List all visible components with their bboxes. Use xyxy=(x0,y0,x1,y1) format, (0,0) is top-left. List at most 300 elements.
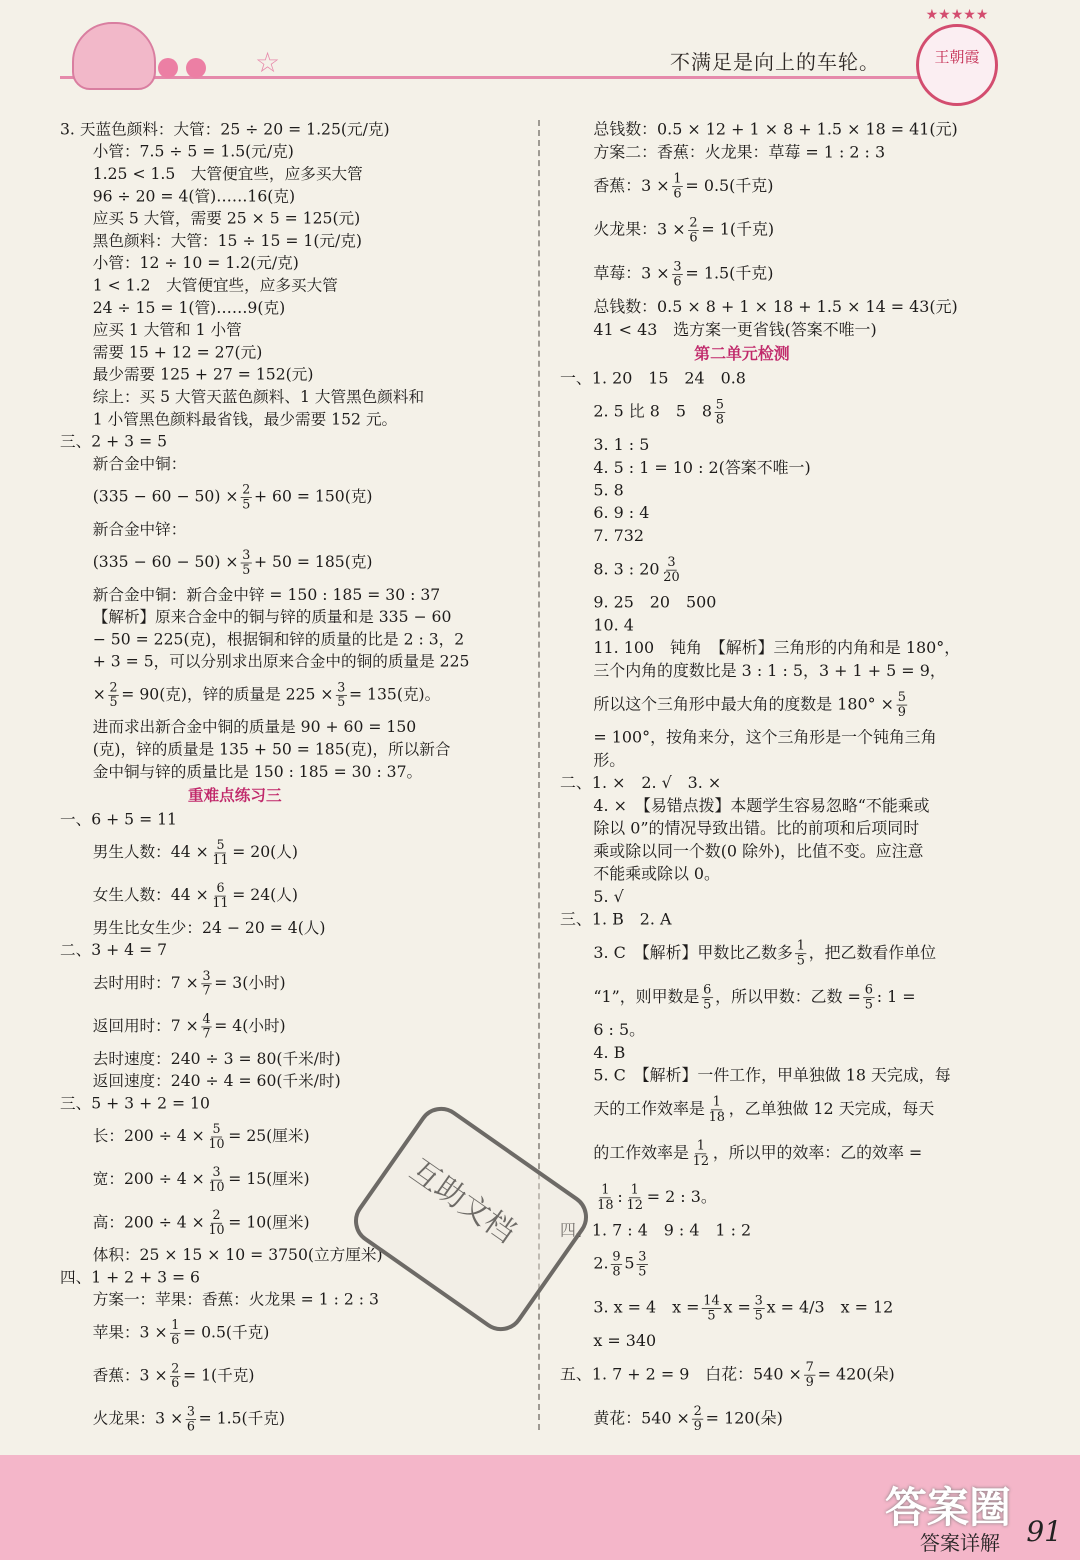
section-title: 第二单元检测 xyxy=(694,343,790,363)
right-column xyxy=(560,118,961,1440)
fraction-numerator: 3 xyxy=(638,1248,647,1265)
answer-text: 三个内角的度数比是 3 : 1 : 5，3 + 1 + 5 = 9， xyxy=(593,661,946,680)
answer-line xyxy=(60,760,423,782)
answer-line xyxy=(60,140,409,162)
answer-text: 新合金中锌： xyxy=(92,520,187,539)
answer-text: 7. 732 xyxy=(593,526,644,545)
answer-line xyxy=(60,716,417,738)
answer-text: 四、1 + 2 + 3 = 6 xyxy=(60,1268,201,1287)
answer-line xyxy=(560,1285,924,1329)
fraction xyxy=(170,1362,181,1391)
fraction-numerator: 3 xyxy=(754,1292,763,1309)
fraction-denominator: 6 xyxy=(673,274,682,290)
answer-text: 二、1. × 2. √ 3. × xyxy=(560,773,722,792)
fraction-denominator: 5 xyxy=(109,694,118,710)
fraction-denominator: 11 xyxy=(212,852,229,868)
answer-line xyxy=(560,1087,935,1131)
answer-line xyxy=(60,1311,409,1354)
answer-text: 高：200 ÷ 4 × xyxy=(92,1213,205,1232)
mascot-icon xyxy=(72,22,156,90)
fraction-denominator: 18 xyxy=(708,1109,725,1125)
corner-watermark: 答案圈 xyxy=(885,1483,1012,1532)
fraction xyxy=(702,1294,721,1324)
fraction-denominator: 5 xyxy=(754,1308,763,1324)
fraction-denominator: 9 xyxy=(693,1418,702,1434)
answer-line xyxy=(560,1064,951,1087)
fraction xyxy=(241,549,252,578)
fraction xyxy=(185,1405,196,1434)
answer-text: “1”，则甲数是 xyxy=(593,987,700,1006)
fraction xyxy=(108,681,119,710)
seal-stars-icon: ★★★★★ xyxy=(925,7,989,23)
answer-line xyxy=(60,185,409,207)
fraction-numerator: 7 xyxy=(805,1359,814,1375)
answer-text: 二、3 + 4 = 7 xyxy=(60,941,168,959)
fraction xyxy=(211,882,230,911)
answer-text: (335 − 60 − 50) × xyxy=(92,487,239,506)
fraction-numerator: 14 xyxy=(703,1292,720,1309)
answer-text: 体积：25 × 15 × 10 = 3750(立方厘米) xyxy=(92,1245,383,1264)
answer-line xyxy=(60,1354,409,1397)
answer-line xyxy=(60,830,409,873)
header-motto: 不满足是向上的车轮。 xyxy=(670,50,880,74)
fraction xyxy=(672,172,683,202)
answer-text: 长：200 ÷ 4 × xyxy=(92,1126,205,1145)
fraction-numerator: 6 xyxy=(703,982,712,998)
fraction-denominator: 5 xyxy=(242,562,251,578)
answer-text: 3. x = 4 x = xyxy=(593,1298,700,1317)
answer-text: 24 ÷ 15 = 1(管)……9(克) xyxy=(92,298,286,317)
answer-line xyxy=(60,1004,409,1047)
answer-text: 5 xyxy=(624,1254,635,1273)
answer-line xyxy=(560,207,924,251)
dot-icon xyxy=(158,58,178,78)
fraction-numerator: 1 xyxy=(712,1094,721,1110)
answer-line xyxy=(60,1047,409,1069)
answer-text: 除以 0”的情况导致出错。比的前项和后项同时 xyxy=(593,819,920,838)
answer-line xyxy=(560,524,924,547)
answer-line xyxy=(60,475,409,518)
answer-text: 不能乘或除以 0。 xyxy=(593,864,720,883)
fraction-numerator: 2 xyxy=(109,680,118,695)
fraction xyxy=(896,690,907,720)
answer-line xyxy=(560,840,924,863)
answer-text: 新合金中铜： xyxy=(92,454,187,473)
answer-line xyxy=(60,163,409,185)
answer-line xyxy=(560,1396,924,1440)
page-header xyxy=(0,0,1080,110)
answer-text: 9. 25 20 500 xyxy=(593,593,717,612)
fraction-denominator: 5 xyxy=(864,997,873,1013)
fraction xyxy=(207,1166,226,1195)
answer-line xyxy=(560,614,924,637)
answer-text: = 1(千克) xyxy=(701,220,775,239)
answer-line xyxy=(60,386,425,408)
answer-line xyxy=(60,207,409,229)
answer-line xyxy=(560,295,958,318)
answer-text: 3. 天蓝色颜料：大管：25 ÷ 20 = 1.25(元/克) xyxy=(60,120,390,139)
answer-line xyxy=(60,341,409,363)
answer-text: = 100°，按角来分，这个三角形是一个钝角三角 xyxy=(593,728,937,747)
answer-line xyxy=(60,1244,409,1266)
answer-text: x = 4/3 x = 12 xyxy=(766,1298,894,1317)
answer-line xyxy=(60,673,441,716)
answer-text: 的工作效率是 xyxy=(593,1143,689,1162)
answer-text: 综上：买 5 大管天蓝色颜料、1 大管黑色颜料和 xyxy=(92,387,425,406)
answer-text: ，把乙数看作单位 xyxy=(808,943,937,962)
answer-text: 小管：12 ÷ 10 = 1.2(元/克) xyxy=(92,254,299,272)
fraction xyxy=(863,983,874,1013)
answer-text: 6 : 5。 xyxy=(593,1020,646,1040)
answer-text: 方案一：苹果：香蕉：火龙果 = 1 : 2 : 3 xyxy=(92,1290,379,1309)
answer-line xyxy=(560,367,924,390)
fraction-numerator: 2 xyxy=(212,1208,221,1223)
fraction-numerator: 2 xyxy=(171,1361,180,1377)
answer-text: 去时速度：240 ÷ 3 = 80(千米/时) xyxy=(92,1049,341,1068)
answer-line xyxy=(560,1219,924,1242)
answer-text: 6. 9 : 4 xyxy=(593,503,650,523)
section-title: 重难点练习三 xyxy=(187,785,282,805)
answer-line xyxy=(60,540,409,583)
answer-line xyxy=(560,433,924,456)
answer-text: 所以这个三角形中最大角的度数是 180° × xyxy=(593,694,894,714)
fraction-numerator: 3 xyxy=(667,554,676,570)
answer-text: 三、2 + 3 = 5 xyxy=(60,432,168,451)
answer-text: 乘或除以同一个数(0 除外)，比值不变。应注意 xyxy=(593,841,924,861)
answer-line xyxy=(560,885,924,908)
fraction xyxy=(702,983,713,1013)
answer-text: = 135(克)。 xyxy=(349,685,441,704)
fraction-denominator: 6 xyxy=(171,1376,180,1391)
fraction-denominator: 20 xyxy=(663,569,680,585)
answer-line xyxy=(560,682,924,726)
fraction-numerator: 3 xyxy=(673,258,682,275)
answer-line xyxy=(560,1352,924,1396)
answer-line xyxy=(560,1041,924,1064)
answer-text: + 3 = 5，可以分别求出原来合金中的铜的质量是 225 xyxy=(92,652,470,671)
watermark-name: 互助文档 xyxy=(403,1152,522,1251)
answer-text: 男生比女生少：24 − 20 = 4(人) xyxy=(92,918,326,937)
fraction-denominator: 12 xyxy=(692,1153,710,1169)
fraction xyxy=(207,1209,226,1238)
answer-text: = 90(克)，锌的质量是 225 × xyxy=(121,685,334,704)
fraction-denominator: 6 xyxy=(171,1332,180,1348)
answer-line xyxy=(60,1092,409,1114)
answer-text: 方案二：香蕉：火龙果：草莓 = 1 : 2 : 3 xyxy=(593,143,886,162)
answer-text: 返回速度：240 ÷ 4 = 60(千米/时) xyxy=(92,1071,341,1090)
fraction-numerator: 1 xyxy=(630,1182,639,1198)
fraction xyxy=(804,1360,815,1390)
fraction-numerator: 1 xyxy=(601,1182,610,1198)
answer-text: 草莓：3 × xyxy=(593,264,670,283)
answer-line xyxy=(60,917,409,939)
answer-line xyxy=(560,726,937,749)
fraction-denominator: 10 xyxy=(208,1179,225,1195)
answer-line xyxy=(560,908,924,931)
answer-text: ，所以甲数：乙数 = xyxy=(715,987,861,1006)
answer-line xyxy=(60,252,409,274)
fraction-denominator: 8 xyxy=(612,1264,621,1280)
footer-label: 答案详解 xyxy=(920,1531,1000,1555)
fraction xyxy=(691,1139,710,1169)
answer-line xyxy=(60,939,409,961)
answer-text: + 50 = 185(克) xyxy=(253,552,373,571)
fraction-denominator: 6 xyxy=(689,230,698,246)
fraction-denominator: 18 xyxy=(597,1197,614,1213)
fraction-numerator: 3 xyxy=(202,968,211,984)
answer-text: 应买 1 大管和 1 小管 xyxy=(92,320,242,339)
fraction xyxy=(201,1012,212,1041)
answer-text: 41 < 43 选方案一更省钱(答案不唯一) xyxy=(593,320,877,339)
answer-text: : 1 = xyxy=(876,987,916,1006)
answer-text: = 25(厘米) xyxy=(228,1126,310,1145)
answer-text: 苹果：3 × xyxy=(92,1323,168,1342)
answer-text: 五、1. 7 + 2 = 9 白花：540 × xyxy=(560,1364,802,1384)
answer-line xyxy=(560,975,924,1019)
fraction-numerator: 1 xyxy=(696,1138,705,1154)
answer-text: 一、1. 20 15 24 0.8 xyxy=(560,368,746,388)
fraction xyxy=(211,838,230,867)
answer-text: 1.25 < 1.5 大管便宜些，应多买大管 xyxy=(92,164,363,183)
answer-line xyxy=(60,1397,409,1440)
answer-line xyxy=(560,1131,924,1175)
fraction-numerator: 9 xyxy=(612,1248,621,1265)
answer-text: 形。 xyxy=(593,750,626,770)
answer-text: 火龙果：3 × xyxy=(92,1409,184,1428)
fraction-denominator: 6 xyxy=(186,1419,195,1435)
fraction-numerator: 5 xyxy=(216,837,225,853)
answer-line xyxy=(560,318,924,341)
answer-line xyxy=(560,794,930,817)
fraction xyxy=(637,1250,648,1280)
fraction-numerator: 3 xyxy=(186,1404,195,1420)
answer-line xyxy=(60,363,409,385)
answer-text: 2. 5 比 8 5 8 xyxy=(593,402,712,421)
fraction-denominator: 12 xyxy=(626,1197,643,1213)
answer-line xyxy=(60,961,409,1004)
answer-line xyxy=(60,583,441,605)
answer-line xyxy=(60,274,409,296)
answer-line xyxy=(560,636,961,659)
answer-text: 宽：200 ÷ 4 × xyxy=(92,1170,205,1188)
fraction-denominator: 5 xyxy=(337,694,346,710)
answer-line xyxy=(560,389,924,433)
answer-text: 10. 4 xyxy=(593,616,634,635)
answer-text: 去时用时：7 × xyxy=(92,973,199,992)
answer-line xyxy=(560,1329,924,1352)
answer-text: = 3(小时) xyxy=(214,973,286,992)
answer-text: (克)，锌的质量是 135 + 50 = 185(克)，所以新合 xyxy=(92,740,451,759)
answer-text: = 420(朵) xyxy=(817,1364,895,1384)
answer-text: 4. 5 : 1 = 10 : 2(答案不唯一) xyxy=(593,458,811,477)
fraction xyxy=(201,969,212,998)
answer-line xyxy=(60,1157,409,1200)
seal-text: 王朝霞 xyxy=(934,48,980,66)
answer-text: = 1.5(千克) xyxy=(198,1409,285,1428)
fraction xyxy=(662,555,681,585)
fraction-denominator: 5 xyxy=(703,997,712,1013)
fraction-denominator: 7 xyxy=(202,983,211,999)
answer-text: = 1.5(千克) xyxy=(685,264,774,283)
fraction xyxy=(672,260,683,290)
answer-text: 3. 1 : 5 xyxy=(593,435,650,454)
answer-text: 4. × 【易错点拨】本题学生容易忽略“不能乘或 xyxy=(593,796,930,815)
fraction-numerator: 5 xyxy=(897,689,906,705)
answer-text: 4. B xyxy=(593,1043,626,1062)
answer-line xyxy=(60,1266,409,1288)
fraction-denominator: 5 xyxy=(638,1264,647,1280)
answer-line xyxy=(560,1019,924,1042)
answer-text: 最少需要 125 + 27 = 152(元) xyxy=(92,365,314,384)
answer-text: = 1(千克) xyxy=(183,1366,255,1385)
answer-text: = 4(小时) xyxy=(214,1016,286,1035)
fraction xyxy=(692,1404,703,1434)
fraction-numerator: 5 xyxy=(212,1121,221,1137)
answer-line xyxy=(560,817,924,840)
answer-text: 需要 15 + 12 = 27(元) xyxy=(92,343,263,362)
fraction xyxy=(625,1183,644,1213)
answer-text: 金中铜与锌的质量比是 150 : 185 = 30 : 37。 xyxy=(92,762,423,781)
answer-text: = 10(厘米) xyxy=(228,1213,310,1232)
answer-line xyxy=(60,453,409,475)
answer-text: = 20(人) xyxy=(232,842,298,861)
answer-text: 1 小管黑色颜料最省钱，最少需要 152 元。 xyxy=(92,410,398,429)
answer-text: 3. C 【解析】甲数比乙数多 xyxy=(593,943,793,962)
answer-text: 天的工作效率是 xyxy=(593,1099,705,1118)
answer-line xyxy=(60,650,470,672)
answer-text: 女生人数：44 × xyxy=(92,886,209,904)
fraction-numerator: 2 xyxy=(693,1403,702,1419)
answer-line xyxy=(560,862,924,885)
answer-line xyxy=(60,1070,409,1092)
answer-line xyxy=(560,1175,924,1219)
answer-text: 总钱数：0.5 × 12 + 1 × 8 + 1.5 × 18 = 41(元) xyxy=(593,120,958,139)
answer-text: = 15(厘米) xyxy=(228,1170,310,1188)
answer-text: 男生人数：44 × xyxy=(92,842,209,861)
fraction-numerator: 2 xyxy=(689,215,698,231)
fraction-denominator: 5 xyxy=(707,1308,716,1324)
fraction-denominator: 6 xyxy=(673,186,682,202)
fraction-numerator: 3 xyxy=(242,547,251,563)
answer-line xyxy=(560,456,924,479)
fraction xyxy=(596,1183,615,1213)
fraction-numerator: 1 xyxy=(796,938,805,954)
answer-line xyxy=(560,591,924,614)
answer-text: 香蕉：3 × xyxy=(92,1366,168,1385)
answer-text: 2. xyxy=(593,1254,609,1273)
answer-text: 小管：7.5 ÷ 5 = 1.5(元/克) xyxy=(92,142,294,161)
answer-text: 5. C 【解析】一件工作，甲单独做 18 天完成，每 xyxy=(593,1066,951,1085)
answer-line xyxy=(560,931,937,975)
answer-line xyxy=(560,479,924,502)
answer-line xyxy=(60,628,465,650)
fraction-denominator: 7 xyxy=(202,1026,211,1042)
answer-text: = 0.5(千克) xyxy=(685,176,774,195)
answer-line xyxy=(560,771,924,794)
answer-line xyxy=(560,251,924,295)
fraction-numerator: 3 xyxy=(212,1164,221,1180)
answer-line xyxy=(560,1241,924,1285)
answer-line xyxy=(560,502,924,525)
answer-text: 5. 8 xyxy=(593,481,624,500)
answer-line xyxy=(60,1114,409,1157)
fraction-numerator: 3 xyxy=(337,680,346,695)
answer-line xyxy=(60,606,452,628)
answer-text: 返回用时：7 × xyxy=(92,1016,199,1035)
answer-line xyxy=(60,296,409,318)
fraction xyxy=(753,1294,764,1324)
answer-text: ，乙单独做 12 天完成，每天 xyxy=(728,1099,935,1118)
answer-line xyxy=(60,808,409,830)
answer-line xyxy=(60,319,409,341)
fraction-numerator: 6 xyxy=(216,880,225,896)
fraction-numerator: 2 xyxy=(242,482,251,498)
answer-line xyxy=(60,430,409,452)
answer-text: 三、5 + 3 + 2 = 10 xyxy=(60,1094,210,1113)
fraction xyxy=(170,1319,181,1348)
answer-line xyxy=(560,749,924,772)
answer-text: 黄花：540 × xyxy=(593,1408,690,1428)
answer-text: = 0.5(千克) xyxy=(183,1323,270,1342)
fraction-denominator: 8 xyxy=(715,412,724,428)
answer-text: − 50 = 225(克)，根据铜和锌的质量的比是 2 : 3，2 xyxy=(92,630,465,649)
answer-text: 三、1. B 2. A xyxy=(560,910,672,929)
answer-text: 进而求出新合金中铜的质量是 90 + 60 = 150 xyxy=(92,718,417,736)
answer-text: 【解析】原来合金中的铜与锌的质量和是 335 − 60 xyxy=(92,607,452,626)
answer-text: : xyxy=(617,1187,623,1206)
fraction xyxy=(207,1123,226,1152)
answer-line xyxy=(60,1288,409,1310)
answer-line xyxy=(560,547,924,591)
fraction xyxy=(688,216,699,246)
answer-text: 96 ÷ 20 = 4(管)……16(克) xyxy=(92,187,296,205)
fraction-denominator: 11 xyxy=(212,895,229,911)
fraction xyxy=(611,1250,622,1280)
answer-text: ，所以甲的效率：乙的效率 = xyxy=(712,1143,923,1162)
fraction-numerator: 5 xyxy=(715,396,724,413)
fraction-denominator: 10 xyxy=(208,1136,225,1152)
dot-icon xyxy=(186,58,206,78)
fraction-denominator: 9 xyxy=(805,1374,814,1390)
fraction xyxy=(336,681,347,710)
answer-line xyxy=(60,518,409,540)
answer-text: 四、1. 7 : 4 9 : 4 1 : 2 xyxy=(560,1220,752,1240)
answer-text: 火龙果：3 × xyxy=(593,220,686,239)
fraction xyxy=(707,1095,726,1125)
brand-seal xyxy=(916,7,998,106)
answer-text: + 60 = 150(克) xyxy=(253,487,373,506)
fraction-denominator: 5 xyxy=(242,497,251,513)
answer-text: = 120(朵) xyxy=(705,1408,783,1428)
star-icon: ☆ xyxy=(255,46,281,79)
answer-line xyxy=(60,230,409,252)
answer-text: 香蕉：3 × xyxy=(593,176,670,195)
fraction-numerator: 4 xyxy=(202,1011,211,1027)
fraction-denominator: 9 xyxy=(897,704,906,720)
answer-line xyxy=(560,141,924,164)
fraction-numerator: 6 xyxy=(864,982,873,998)
answer-line xyxy=(560,659,946,682)
answer-line xyxy=(60,408,409,430)
answer-text: 总钱数：0.5 × 8 + 1 × 18 + 1.5 × 14 = 43(元) xyxy=(593,297,958,316)
answer-text: 黑色颜料：大管：15 ÷ 15 = 1(元/克) xyxy=(92,231,363,250)
answer-text: = 24(人) xyxy=(232,886,298,904)
answer-text: x = 340 xyxy=(593,1331,657,1350)
answer-text: 新合金中铜：新合金中锌 = 150 : 185 = 30 : 37 xyxy=(92,585,441,604)
answer-text: 1 < 1.2 大管便宜些，应多买大管 xyxy=(92,276,338,295)
answer-text: 应买 5 大管，需要 25 × 5 = 125(元) xyxy=(92,209,361,228)
fraction xyxy=(714,398,725,428)
